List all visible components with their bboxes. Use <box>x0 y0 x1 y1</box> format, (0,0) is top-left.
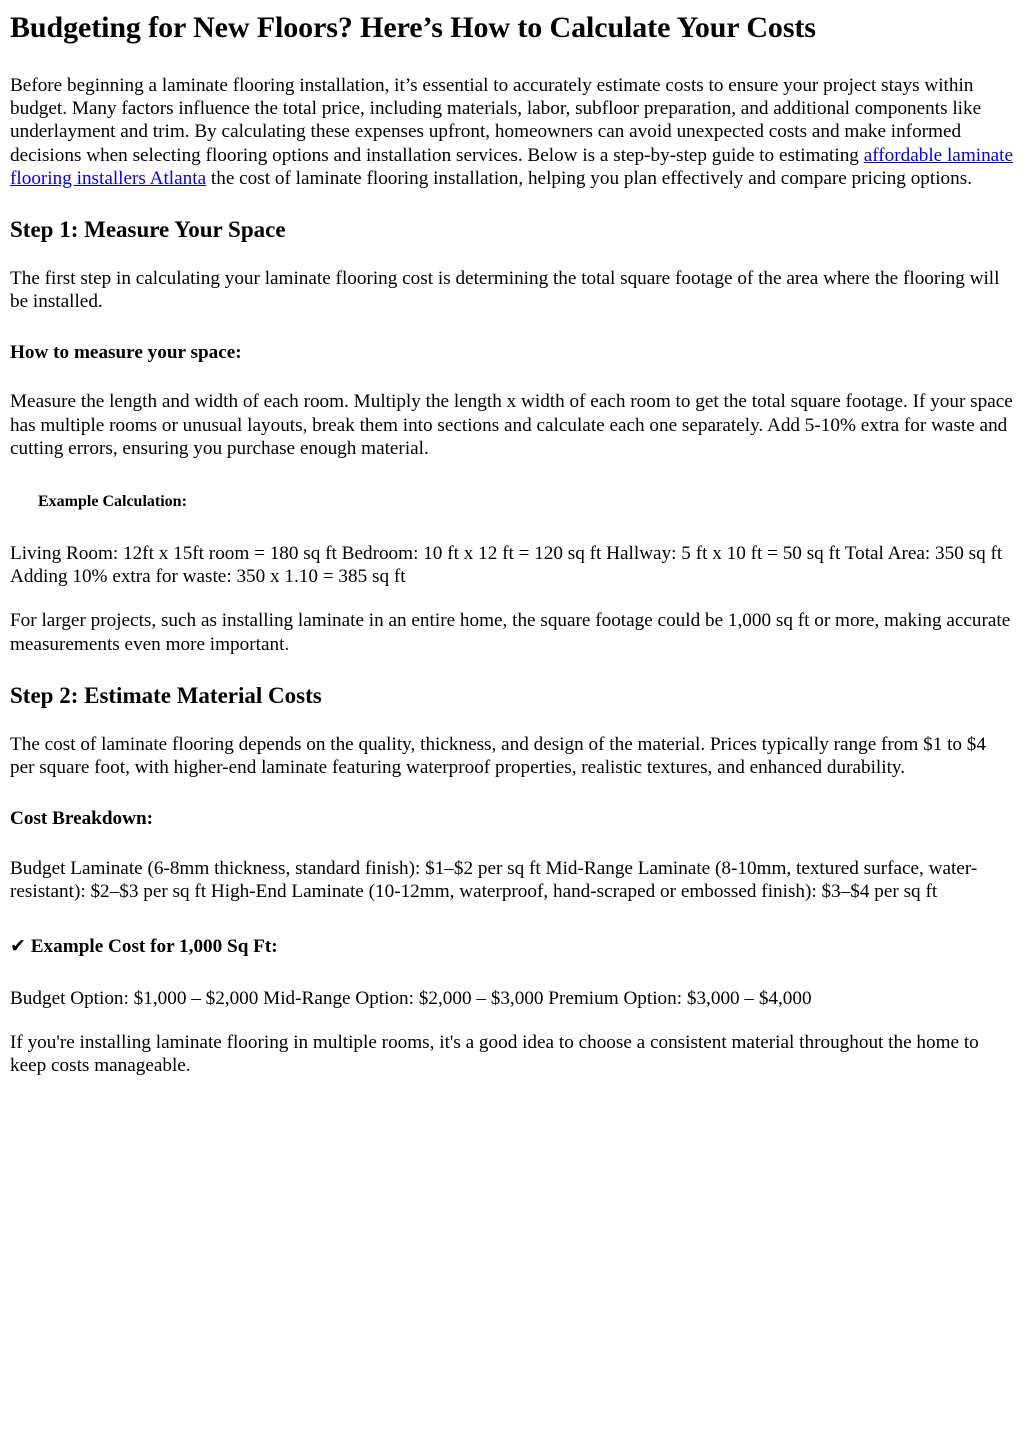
cost-breakdown-text: Budget Laminate (6-8mm thickness, standard finish): $1–$2 per sq ft Mid-Range Laminate (8-10mm, textured surface, water-resistant): $2–$3 per sq ft High-End Laminate (10-12mm, waterproof, hand-scraped or embossed finish): $3–$4 per sq ft <box>10 858 978 903</box>
step1-paragraph: The first step in calculating your laminate flooring cost is determining the total square footage of the area where the flooring will be installed. <box>10 268 1000 313</box>
intro-paragraph <box>10 74 1014 190</box>
example-cost-heading-text: Example Cost for 1,000 Sq Ft: <box>30 935 278 957</box>
measure-paragraph: Measure the length and width of each room. Multiply the length x width of each room to get the total square footage. If your space has multiple rooms or unusual layouts, break them into sections and calculate each one separately. Add 5-10% extra for waste and cutting errors, ensuring you purchase enough material. <box>10 391 1013 459</box>
cost-breakdown-heading: Cost Breakdown: <box>10 808 154 830</box>
example-cost-heading <box>10 934 1014 959</box>
step2-heading: Step 2: Estimate Material Costs <box>10 682 322 708</box>
installers-link[interactable]: affordable laminate flooring installers Atlanta <box>10 144 1014 189</box>
intro-text-after-link: the cost of laminate flooring installation, helping you plan effectively and compare pricing options. <box>206 167 972 189</box>
article <box>0 8 1024 1077</box>
larger-projects-paragraph: For larger projects, such as installing laminate in an entire home, the square footage could be 1,000 sq ft or more, making accurate measurements even more important. <box>10 610 1011 655</box>
page-title: Budgeting for New Floors? Here’s How to Calculate Your Costs <box>10 11 816 44</box>
measure-subheading: How to measure your space: <box>10 342 242 364</box>
example-cost-text: Budget Option: $1,000 – $2,000 Mid-Range Option: $2,000 – $3,000 Premium Option: $3,000 – $4,000 <box>10 987 812 1009</box>
checkmark-icon: ✔ <box>10 934 26 957</box>
example-calculation-heading: Example Calculation: <box>38 493 187 511</box>
intro-text-before-link: Before beginning a laminate flooring installation, it’s essential to accurately estimate costs to ensure your project stays within budget. Many factors influence the total price, including materials, labor, subfloor preparation, and additional components like underlayment and trim. By calculating these expenses upfront, homeowners can avoid unexpected costs and make informed decisions when selecting flooring options and installation services. Below is a step-by-step guide to estimating <box>10 75 982 166</box>
example-calculation-text: Living Room: 12ft x 15ft room = 180 sq ft Bedroom: 10 ft x 12 ft = 120 sq ft Hallway: 5 ft x 10 ft = 50 sq ft Total Area: 350 sq ft Adding 10% extra for waste: 350 x 1.10 = 385 sq ft <box>10 543 1003 588</box>
step2-paragraph: The cost of laminate flooring depends on the quality, thickness, and design of the material. Prices typically range from $1 to $4 per square foot, with higher-end laminate featuring waterproof properties, realistic textures, and enhanced durability. <box>10 733 986 779</box>
step1-heading: Step 1: Measure Your Space <box>10 217 286 243</box>
multiple-rooms-paragraph: If you're installing laminate flooring in multiple rooms, it's a good idea to choose a consistent material throughout the home to keep costs manageable. <box>10 1031 979 1077</box>
